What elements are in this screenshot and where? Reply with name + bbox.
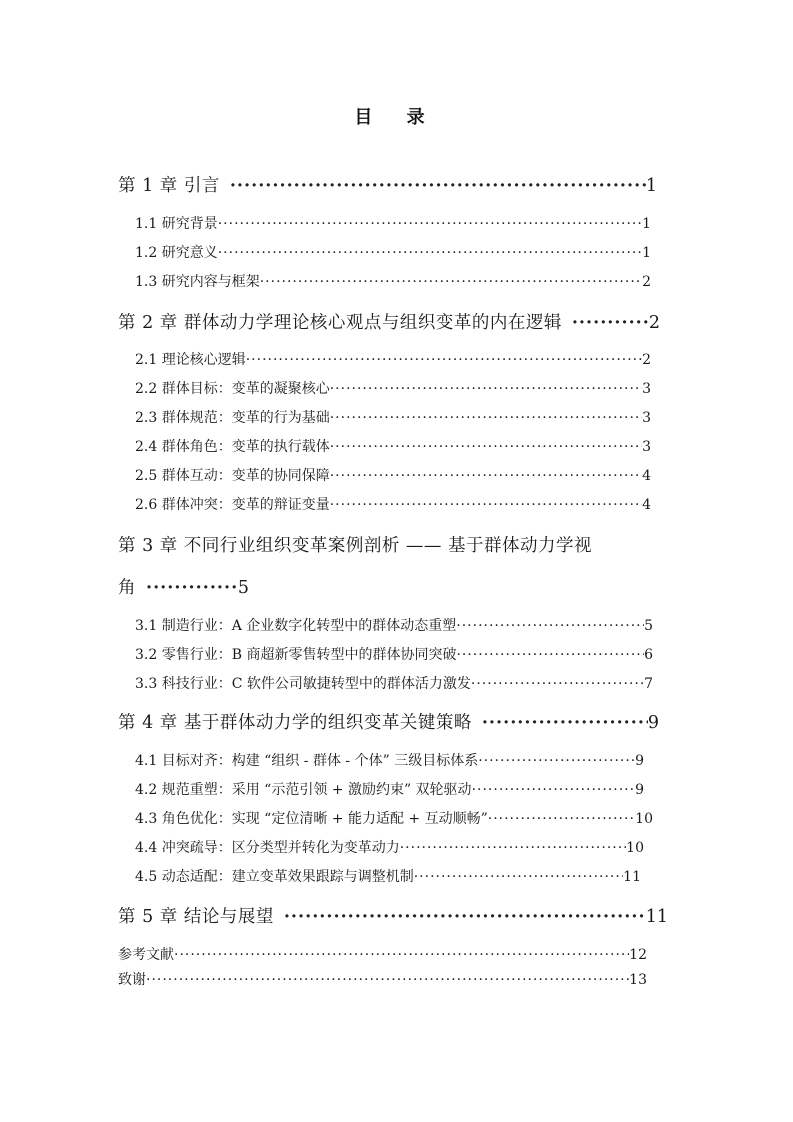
- dot-leader: [572, 313, 649, 333]
- toc-page-number: 2: [642, 274, 651, 290]
- dot-leader: [330, 439, 642, 455]
- toc-chapter-entry[interactable]: [118, 903, 668, 928]
- toc-chapter-entry[interactable]: [118, 309, 660, 334]
- toc-section-entry[interactable]: [135, 866, 641, 886]
- dot-leader: [471, 676, 644, 692]
- toc-page-number: 3: [642, 381, 651, 397]
- toc-page-number: 4: [642, 468, 651, 484]
- toc-page-number: 1: [642, 245, 651, 261]
- toc-entry-label: 第 1 章 引言: [118, 176, 220, 196]
- toc-entry-label: 1.3 研究内容与框架: [135, 274, 260, 290]
- toc-entry-label: 2.3 群体规范：变革的行为基础: [135, 410, 330, 426]
- toc-entry-label: 2.6 群体冲突：变革的辩证变量: [135, 497, 330, 513]
- toc-section-entry[interactable]: [135, 673, 653, 693]
- toc-entry-label: 2.4 群体角色：变革的执行载体: [135, 439, 330, 455]
- dot-leader: [246, 352, 642, 368]
- toc-section-entry[interactable]: [135, 242, 651, 262]
- dot-leader: [330, 497, 642, 513]
- toc-entry-label: 1.1 研究背景: [135, 216, 218, 232]
- dot-leader: [146, 972, 629, 988]
- dot-leader: [174, 947, 629, 963]
- dot-leader: [482, 713, 648, 733]
- dot-leader: [284, 907, 646, 927]
- toc-page-number: 2: [642, 352, 651, 368]
- dot-leader: [472, 782, 636, 798]
- toc-page-number: 4: [642, 497, 651, 513]
- dot-leader: [456, 647, 644, 663]
- toc-page-number: 1: [645, 176, 657, 196]
- toc-section-entry[interactable]: [135, 808, 653, 828]
- toc-title: 目 录: [354, 107, 439, 128]
- toc-entry-label: 2.1 理论核心逻辑: [135, 352, 246, 368]
- toc-page-number: 10: [626, 840, 644, 856]
- toc-entry-label: 1.2 研究意义: [135, 245, 218, 261]
- dot-leader: [414, 869, 623, 885]
- toc-page-number: 1: [642, 216, 651, 232]
- toc-entry-label: 4.5 动态适配：建立变革效果跟踪与调整机制: [135, 869, 414, 885]
- dot-leader: [146, 578, 238, 598]
- toc-entry-label: 参考文献: [118, 947, 174, 963]
- toc-page-number: 3: [642, 410, 651, 426]
- toc-chapter-entry[interactable]: [118, 574, 249, 599]
- dot-leader: [218, 245, 642, 261]
- toc-page-number: 5: [237, 578, 249, 598]
- toc-page-number: 11: [645, 907, 668, 927]
- dot-leader: [330, 468, 642, 484]
- toc-entry-label: 第 3 章 不同行业组织变革案例剖析 —— 基于群体动力学视: [118, 536, 592, 556]
- toc-page-number: 9: [635, 753, 644, 769]
- toc-section-entry[interactable]: [135, 378, 651, 398]
- toc-section-entry[interactable]: [135, 779, 644, 799]
- toc-section-entry[interactable]: [135, 213, 651, 233]
- toc-entry-label: 2.2 群体目标：变革的凝聚核心: [135, 381, 330, 397]
- dot-leader: [330, 381, 642, 397]
- toc-entry-label: 角: [118, 578, 136, 598]
- toc-backmatter-entry[interactable]: [118, 944, 647, 964]
- toc-entry-label: 4.2 规范重塑：采用 “示范引领 + 激励约束” 双轮驱动: [135, 782, 472, 798]
- toc-chapter-entry[interactable]: [118, 709, 659, 734]
- toc-section-entry[interactable]: [135, 436, 651, 456]
- toc-page-number: 10: [635, 811, 653, 827]
- toc-page-number: 6: [644, 647, 653, 663]
- toc-section-entry[interactable]: [135, 271, 651, 291]
- toc-entry-label: 3.1 制造行业：A 企业数字化转型中的群体动态重塑: [135, 618, 457, 634]
- toc-entry-label: 4.1 目标对齐：构建 “组织 - 群体 - 个体” 三级目标体系: [135, 753, 479, 769]
- dot-leader: [218, 216, 642, 232]
- dot-leader: [230, 176, 646, 196]
- dot-leader: [488, 811, 635, 827]
- toc-entry-label: 4.4 冲突疏导：区分类型并转化为变革动力: [135, 840, 400, 856]
- dot-leader: [456, 618, 644, 634]
- toc-entry-label: 3.3 科技行业：C 软件公司敏捷转型中的群体活力激发: [135, 676, 471, 692]
- dot-leader: [330, 410, 642, 426]
- toc-section-entry[interactable]: [135, 407, 651, 427]
- toc-page-number: 11: [623, 869, 641, 885]
- toc-page-number: 2: [648, 313, 660, 333]
- toc-entry-label: 2.5 群体互动：变革的协同保障: [135, 468, 330, 484]
- toc-entry-label: 致谢: [118, 972, 146, 988]
- toc-page-number: 9: [635, 782, 644, 798]
- dot-leader: [478, 753, 635, 769]
- toc-section-entry[interactable]: [135, 615, 653, 635]
- toc-chapter-entry[interactable]: [118, 532, 592, 557]
- toc-entry-label: 第 4 章 基于群体动力学的组织变革关键策略: [118, 713, 472, 733]
- toc-page-number: 13: [629, 972, 647, 988]
- toc-entry-label: 第 5 章 结论与展望: [118, 907, 274, 927]
- toc-page-number: 9: [647, 713, 659, 733]
- toc-page-number: 7: [644, 676, 653, 692]
- toc-section-entry[interactable]: [135, 837, 644, 857]
- toc-section-entry[interactable]: [135, 644, 653, 664]
- toc-backmatter-entry[interactable]: [118, 969, 647, 989]
- dot-leader: [400, 840, 626, 856]
- dot-leader: [260, 274, 642, 290]
- toc-entry-label: 4.3 角色优化：实现 “定位清晰 + 能力适配 + 互动顺畅”: [135, 811, 488, 827]
- toc-page-number: 3: [642, 439, 651, 455]
- toc-entry-label: 3.2 零售行业：B 商超新零售转型中的群体协同突破: [135, 647, 457, 663]
- toc-section-entry[interactable]: [135, 750, 644, 770]
- toc-page-number: 5: [644, 618, 653, 634]
- toc-section-entry[interactable]: [135, 465, 651, 485]
- toc-section-entry[interactable]: [135, 494, 651, 514]
- toc-section-entry[interactable]: [135, 349, 651, 369]
- toc-entry-label: 第 2 章 群体动力学理论核心观点与组织变革的内在逻辑: [118, 313, 562, 333]
- toc-chapter-entry[interactable]: [118, 172, 657, 197]
- toc-page-number: 12: [629, 947, 647, 963]
